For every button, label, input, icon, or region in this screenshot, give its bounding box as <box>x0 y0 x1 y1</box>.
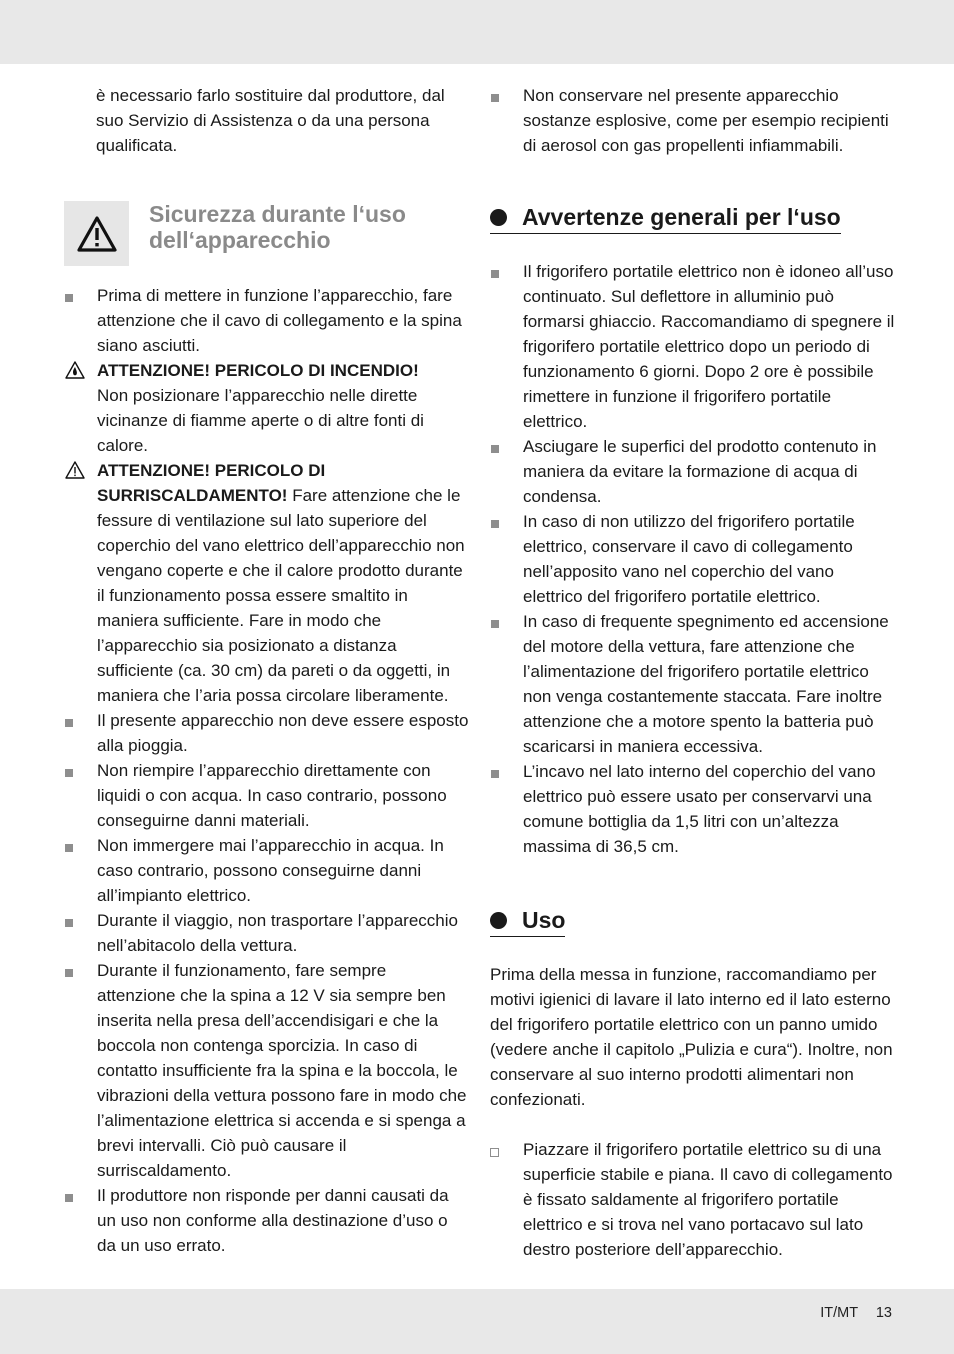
list-item: Durante il funzionamento, fare sempre attenzione che la spina a 12 V sia sempre ben inserita nella presa dell’accendisigari e che la boccola non contenga sporcizia. In caso di contatto insufficiente fra la spina e la boccola, le vibrazioni della vettura possono fare in modo che l’alimentazione elettrica si accenda e si spenga a brevi intervalli. Ciò può causare il surriscaldamento. <box>64 958 469 1183</box>
bullet-icon <box>65 969 73 977</box>
list-item: Non riempire l’apparecchio direttamente con liquidi o con acqua. In caso contrario, possono conseguirne danni materiali. <box>64 758 469 833</box>
bullet-icon <box>491 520 499 528</box>
fire-warning <box>64 358 469 458</box>
list-item: Non immergere mai l’apparecchio in acqua. In caso contrario, possono conseguirne danni all’impianto elettrico. <box>64 833 469 908</box>
bullet-icon <box>491 94 499 102</box>
list-item: Il frigorifero portatile elettrico non è idoneo all’uso continuato. Sul deflettore in alluminio può formarsi ghiaccio. Raccomandiamo di spegnere il frigorifero portatile elettrico dopo un periodo di funzionamento 6 giorni. Dopo 2 ore è possibile rimettere in funzione il frigorifero portatile elettrico. <box>490 259 895 434</box>
uso-paragraph: Prima della messa in funzione, raccomandiamo per motivi igienici di lavare il lato interno ed il lato esterno del frigorifero portatile elettrico con un panno umido (vedere anche il capitolo „Pulizia e cura“). Inoltre, non conservare al suo interno prodotti alimentari non confezionati. <box>490 965 893 1109</box>
bullet-icon <box>65 844 73 852</box>
general-section-title: Avvertenze generali per l‘uso <box>522 204 841 230</box>
list-item: Durante il viaggio, non trasportare l’apparecchio nell’abitacolo della vettura. <box>64 908 469 958</box>
bullet-icon <box>65 1194 73 1202</box>
list-item: Asciugare le superfici del prodotto contenuto in maniera da evitare la formazione di acqua di condensa. <box>490 434 895 509</box>
bullet-icon <box>65 294 73 302</box>
bottom-band <box>0 1289 954 1354</box>
fire-warning-title: ATTENZIONE! PERICOLO DI INCENDIO! <box>97 361 419 380</box>
step-checkbox-icon <box>490 1148 499 1157</box>
page-footer <box>806 1305 892 1321</box>
bullet-icon <box>65 719 73 727</box>
overheat-warning-text: Fare attenzione che le fessure di ventilazione sul lato superiore del coperchio del vano elettrico dell’apparecchio non vengano coperte e che il calore prodotto durante il funzionamento possa essere smaltito in maniera sufficiente. Fare in modo che l’apparecchio sia posizionato a distanza sufficiente (ca. 30 cm) da pareti o da oggetti, in maniera che l’aria possa circolare liberamente. <box>97 486 465 705</box>
list-item: Prima di mettere in funzione l’apparecchio, fare attenzione che il cavo di collegamento e la spina siano asciutti. <box>64 283 469 358</box>
bullet-icon <box>65 769 73 777</box>
bullet-icon <box>491 445 499 453</box>
uso-section-header <box>490 905 895 937</box>
warning-small-icon <box>65 461 85 479</box>
safety-section-title: Sicurezza durante l‘uso dell‘apparecchio <box>149 200 406 253</box>
step-item: Piazzare il frigorifero portatile elettrico su di una superficie stabile e piana. Il cavo di collegamento è fissato saldamente al frigorifero portatile elettrico e si trova nel vano portacavo sul lato destro posteriore dell’apparecchio. <box>490 1137 895 1262</box>
safety-section-header <box>64 201 469 266</box>
overheat-warning <box>64 458 469 708</box>
section-dot-icon <box>490 209 507 226</box>
section-dot-icon <box>490 912 507 929</box>
list-item: Il produttore non risponde per danni causati da un uso non conforme alla destinazione d’uso o da un uso errato. <box>64 1183 469 1258</box>
fire-warning-icon <box>65 361 85 379</box>
page-number: 13 <box>875 1305 892 1321</box>
uso-section-title: Uso <box>522 907 566 933</box>
list-item: In caso di frequente spegnimento ed accensione del motore della vettura, fare attenzione che l’alimentazione del frigorifero portatile elettrico non venga costantemente staccata. Fare inoltre attenzione che a motore spento la batteria può scaricarsi in maniera eccessiva. <box>490 609 895 759</box>
bullet-icon <box>65 919 73 927</box>
list-item: L’incavo nel lato interno del coperchio del vano elettrico può essere usato per conservarvi una comune bottiglia da 1,5 litri con un’altezza massima di 36,5 cm. <box>490 759 895 859</box>
bullet-icon <box>491 620 499 628</box>
general-section-header <box>490 202 895 234</box>
right-column <box>490 83 895 1262</box>
bullet-icon <box>491 270 499 278</box>
overheat-warning-title: ATTENZIONE! PERICOLO DI SURRISCALDAMENTO! <box>97 461 326 505</box>
top-band <box>0 0 954 64</box>
fire-warning-text: Non posizionare l’apparecchio nelle dirette vicinanze di fiamme aperte o di altre fonti di calore. <box>97 386 424 455</box>
left-column <box>64 83 469 1258</box>
bullet-icon <box>491 770 499 778</box>
footer-lang: IT/MT <box>820 1305 858 1321</box>
warning-icon <box>64 201 129 266</box>
list-item: Il presente apparecchio non deve essere esposto alla pioggia. <box>64 708 469 758</box>
list-item: In caso di non utilizzo del frigorifero portatile elettrico, conservare il cavo di collegamento nell’apposito vano nel coperchio del vano elettrico del frigorifero portatile elettrico. <box>490 509 895 609</box>
intro-text: è necessario farlo sostituire dal produttore, dal suo Servizio di Assistenza o da una persona qualificata. <box>96 86 445 155</box>
list-item: Non conservare nel presente apparecchio sostanze esplosive, come per esempio recipienti di aerosol con gas propellenti infiammabili. <box>490 83 895 158</box>
